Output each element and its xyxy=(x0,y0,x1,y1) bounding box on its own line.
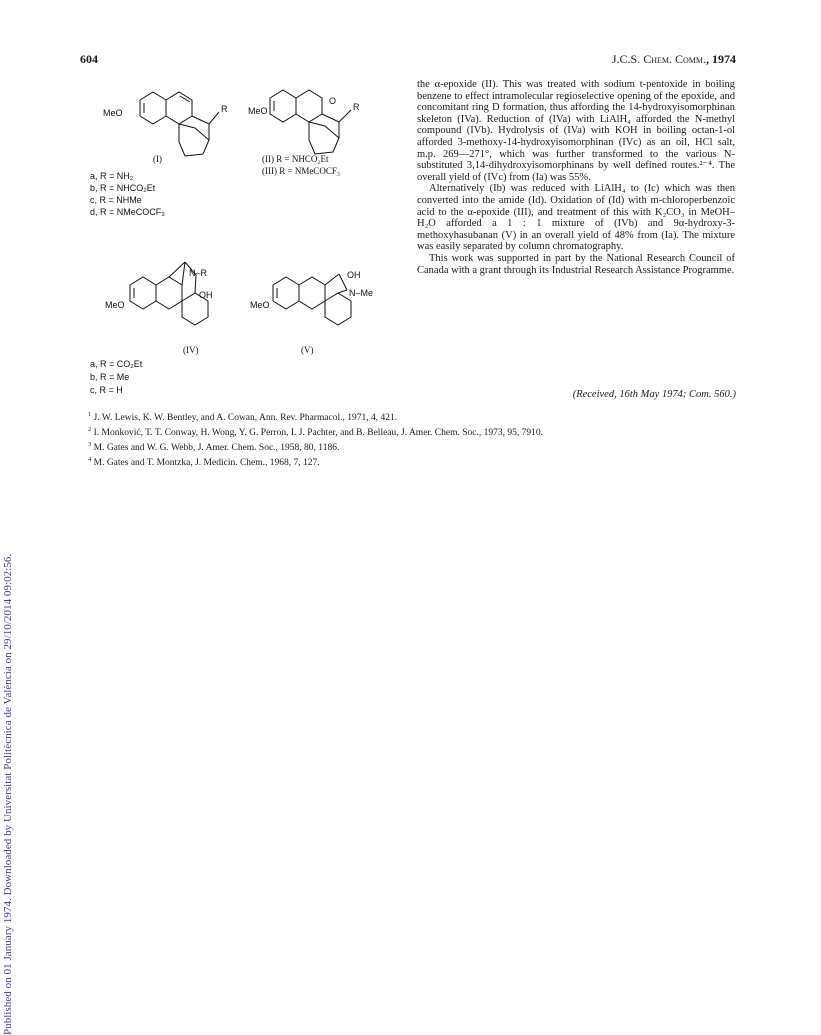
reference-text: J. W. Lewis, K. W. Bentley, and A. Cowan, Ann. Rev. Pharmacol., 1971, 4, 421. xyxy=(93,413,398,424)
variant-IVb: b, R = Me xyxy=(90,372,130,382)
epoxide-o-label: O xyxy=(329,96,337,106)
nr-label-IV: N–R xyxy=(189,268,208,278)
r-label-I: R xyxy=(221,104,228,114)
paragraph-2: Alternatively (Ib) was reduced with LiAlH₄ to (Ic) which was then converted into the amide (Id). Oxidation of (Id) with m-chloroperbenzoic acid to the α-epoxide (III), and treatment of this with K₂CO₃ in MeOH–H₂O afforded a 1 : 1 mixture of (IVb) and 9α-hydroxy-3-methoxyhasubanan (V) in an overall yield of 48% from (Ia). The mixture was easily separated by column chromatography. xyxy=(417,183,735,253)
variant-Id: d, R = NMeCOCF₃ xyxy=(90,207,165,217)
journal-prefix: J.C.S. xyxy=(611,52,644,66)
watermark-text: Published on 01 January 1974. Downloaded by Universitat Politècnica de València on 29/10/2014 09:02:56. xyxy=(2,553,14,1035)
structure-II-III xyxy=(270,90,351,154)
reference-text: M. Gates and W. G. Webb, J. Amer. Chem. Soc., 1958, 80, 1186. xyxy=(93,443,340,454)
article-body xyxy=(417,79,735,276)
reference-item xyxy=(88,424,543,439)
structure-I xyxy=(140,92,219,156)
variant-IVa: a, R = CO₂Et xyxy=(90,359,143,369)
reference-number: 4 xyxy=(88,456,92,464)
meo-label-II: MeO xyxy=(248,106,268,116)
meo-label-V: MeO xyxy=(250,300,270,310)
reference-number: 3 xyxy=(88,441,92,449)
structure-V xyxy=(273,274,351,325)
paragraph-3: This work was supported in part by the National Research Council of Canada with a grant through its Industrial Research Assistance Programme. xyxy=(417,252,735,276)
oh-label-IV: OH xyxy=(199,290,213,300)
r-label-II: R xyxy=(353,102,360,112)
compound-IV-label: (IV) xyxy=(183,345,199,355)
journal-header xyxy=(612,52,736,67)
compound-II-label: (II) R = NHCO₂Et xyxy=(262,154,329,164)
variant-Ib: b, R = NHCO₂Et xyxy=(90,183,156,193)
reference-item xyxy=(88,454,543,469)
variant-Ic: c, R = NHMe xyxy=(90,195,142,205)
received-date xyxy=(573,389,736,400)
meo-label-IV: MeO xyxy=(105,300,125,310)
reference-text: I. Monković, T. T. Conway, H. Wong, Y. G. Perron, I. J. Pachter, and B. Belleau, J. Amer. Chem. Soc., 1973, 95, 7910. xyxy=(93,428,543,439)
compound-I-label: (I) xyxy=(153,154,162,164)
meo-label-I: MeO xyxy=(103,108,123,118)
references-list xyxy=(88,409,543,470)
structures-svg xyxy=(85,70,395,410)
chemical-structures-figure xyxy=(85,70,395,410)
compound-III-label: (III) R = NMeCOCF₃ xyxy=(262,166,340,176)
reference-number: 2 xyxy=(88,426,92,434)
compound-V-label: (V) xyxy=(301,345,314,355)
journal-year: , 1974 xyxy=(706,52,736,66)
reference-item xyxy=(88,439,543,454)
oh-label-V: OH xyxy=(347,270,361,280)
variant-Ia: a, R = NH₂ xyxy=(90,171,134,181)
reference-number: 1 xyxy=(88,411,92,418)
reference-text: M. Gates and T. Montzka, J. Medicin. Chem., 1968, 7, 127. xyxy=(93,458,320,469)
received-text: (Received, 16th May 1974; Com. 560.) xyxy=(572,389,736,400)
journal-name: Chem. Comm. xyxy=(643,52,706,66)
nme-label-V: N–Me xyxy=(349,288,374,298)
page-number: 604 xyxy=(80,52,98,66)
variant-IVc: c, R = H xyxy=(90,385,123,395)
reference-item xyxy=(88,409,543,424)
paragraph-1: the α-epoxide (II). This was treated with sodium t-pentoxide in boiling benzene to effect intramolecular regioselective opening of the epoxide, and concomitant ring D formation, thus affording the 14-hydroxyisomorphinan skeleton (IVa). Reduction of (IVa) with LiAlH₄ afforded the N-methyl compound (IVb). Hydrolysis of (IVa) with KOH in boiling octan-1-ol afforded 3-methoxy-14-hydroxyisomorphinan (IVc) as an oil, HCl salt, m.p. 269—271°, which was further transformed to the various N-substituted 3,14-dihydroxyisomorphinans by well defined routes.²⁻⁴. The overall yield of (IVc) from (Ia) was 55%. xyxy=(417,79,735,183)
